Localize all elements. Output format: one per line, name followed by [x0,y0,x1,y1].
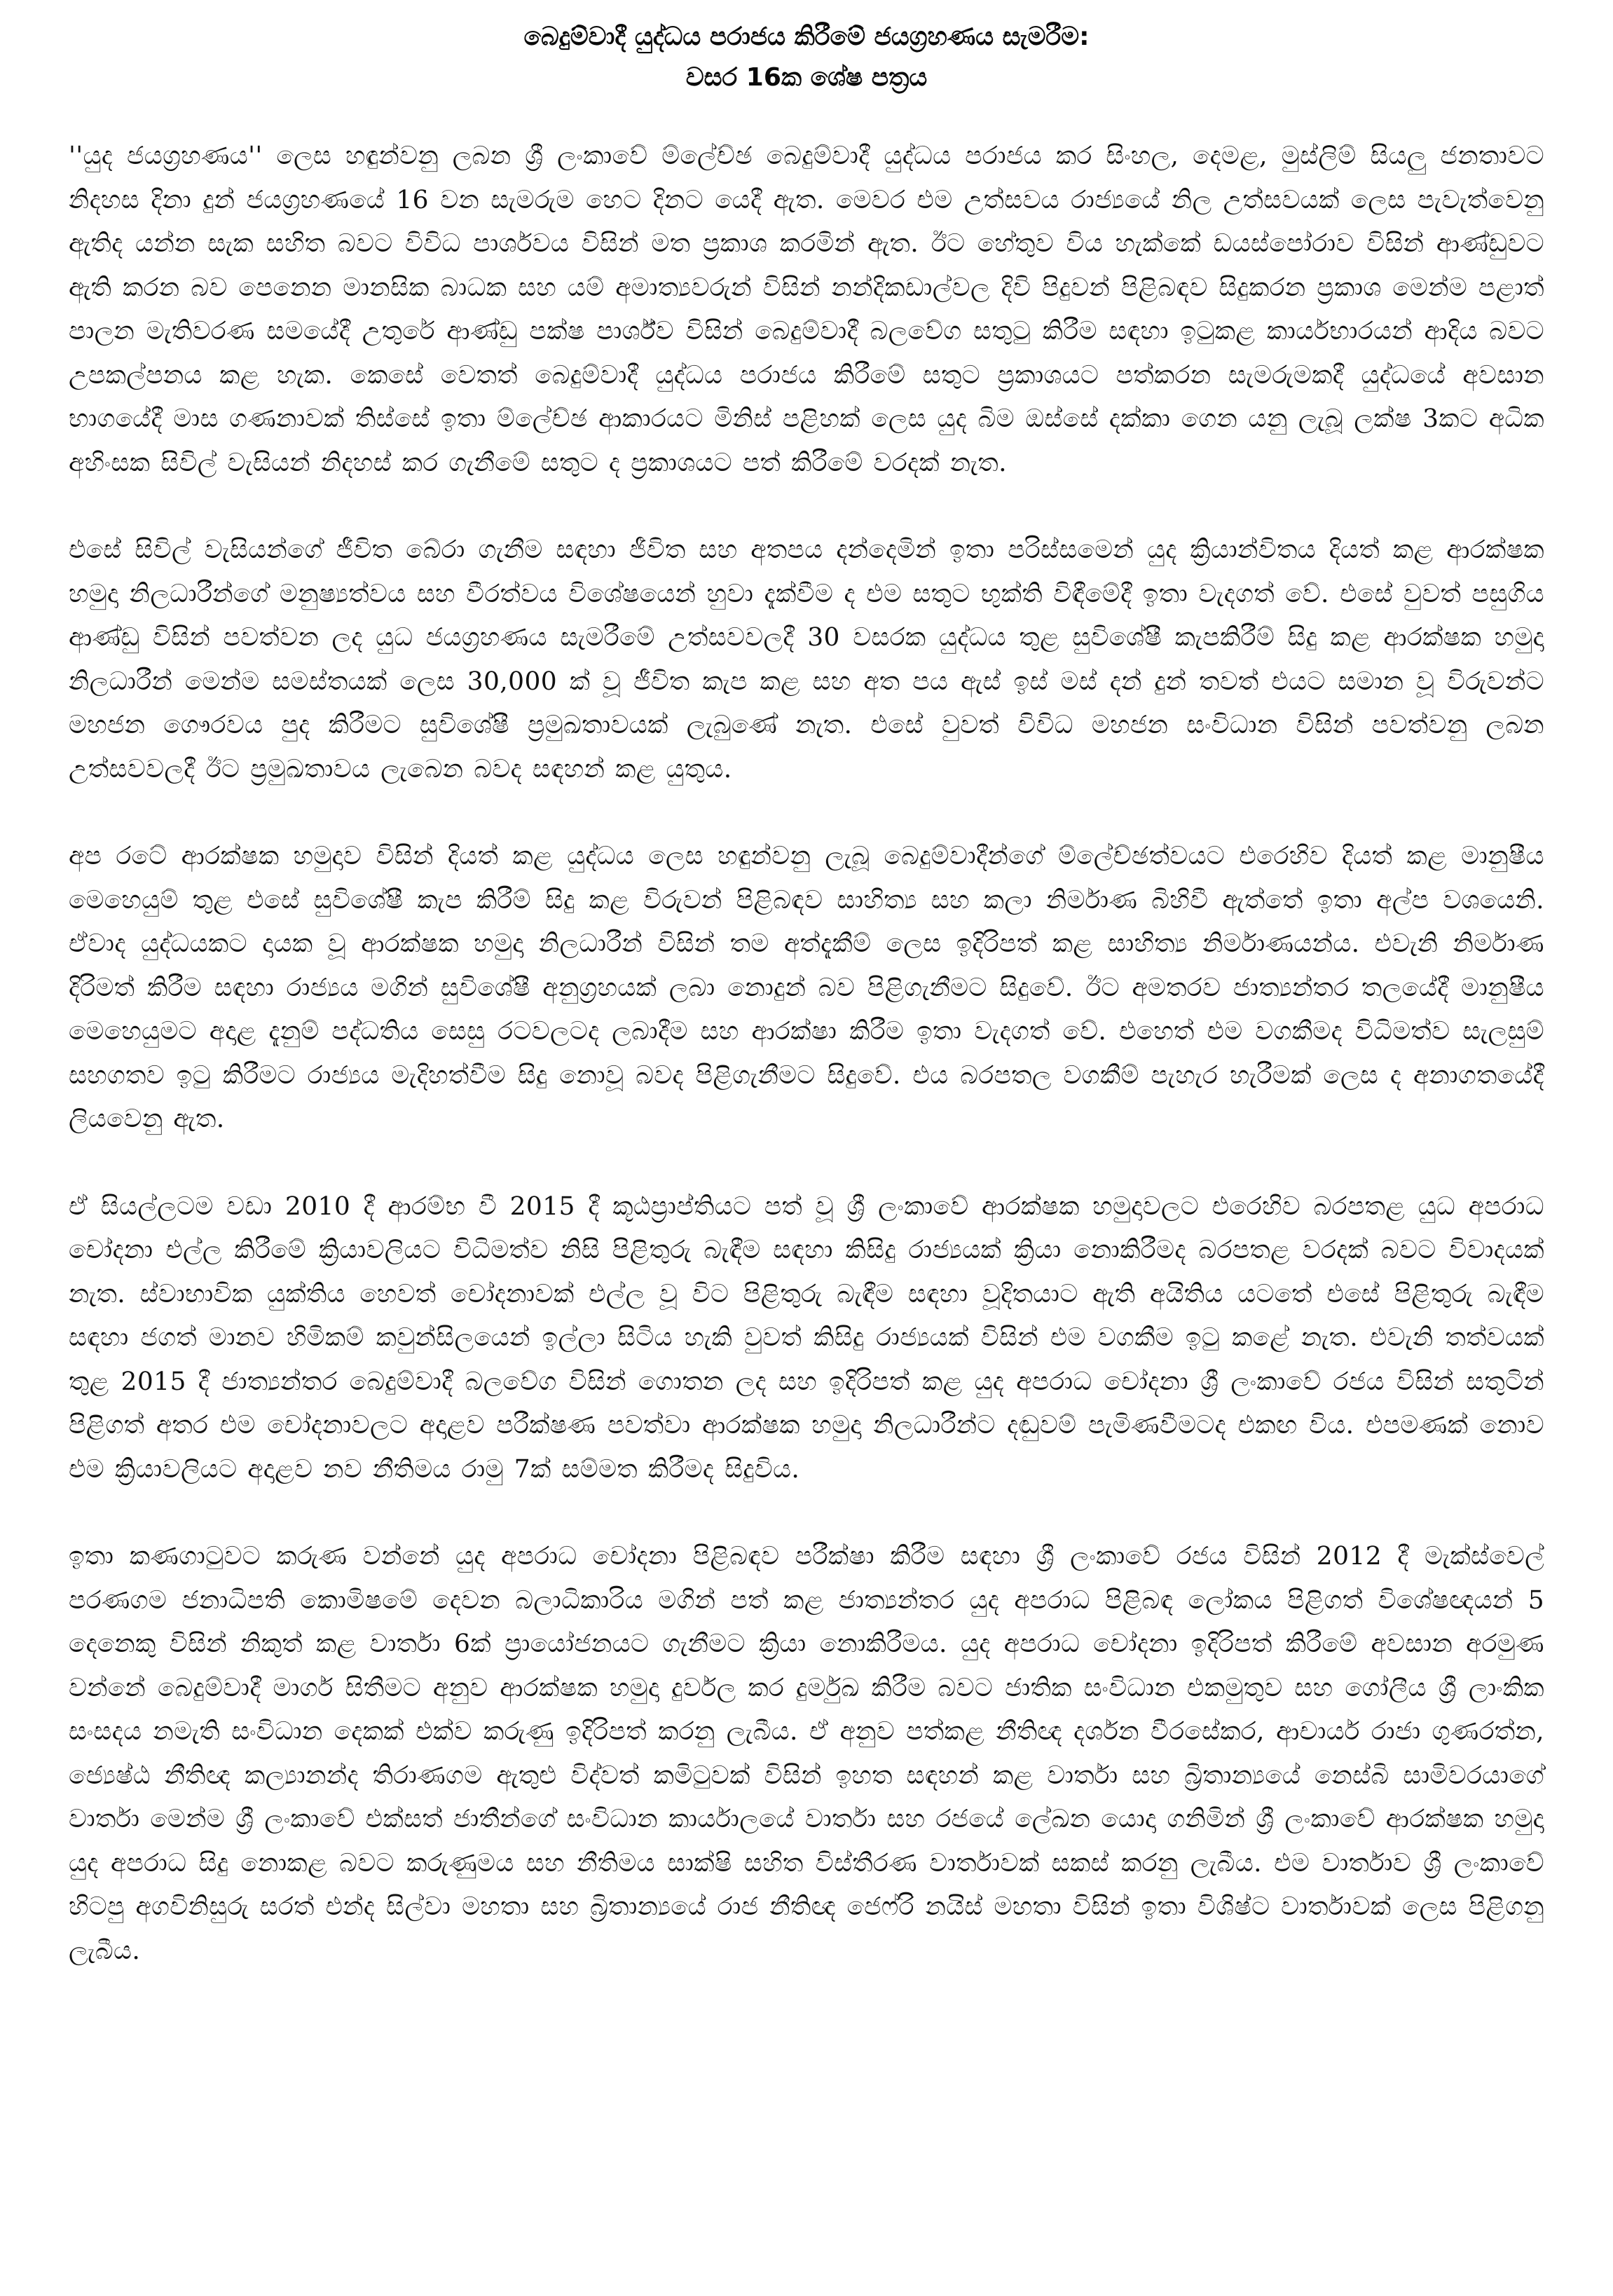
document-title [69,17,1544,98]
paragraph-4: ඒ සියල්ලටම වඩා 2010 දී ආරම්භ වී 2015 දී කූඨප්‍රාප්තියට පත් වූ ශ්‍රී ලංකාවේ ආරක්ෂක හමුදාවලට එරෙහිව බරපතළ යුධ අපරාධ චෝදනා එල්ල කිරීමේ ක්‍රියාවලියට විධිමත්ව නිසි පිළිතුරු බැඳීම සඳහා කිසිදු රාජ්‍යයක් ක්‍රියා නොකිරීමද බරපතළ වරදක් බවට විවාදයක් නැත. ස්වාභාවික යුක්තිය හෙවත් චෝදනාවක් එල්ල වූ විට පිළිතුරු බැඳීම සඳහා වූදිතයාට ඇති අයිතිය යටතේ එසේ පිළිතුරු බැඳීම සඳහා ජගත් මානව හිමිකම් කවුන්සිලයෙන් ඉල්ලා සිටිය හැකි වුවත් කිසිදු රාජ්‍යයක් විසින් එම වගකීම ඉටු කළේ නැත. එවැනි තත්වයක් තුළ 2015 දී ජාත්‍යන්තර බෙදුම්වාදී බලවේග විසින් ගොතන ලද සහ ඉදිරිපත් කළ යුද අපරාධ චෝදනා ශ්‍රී ලංකාවේ රජය විසින් සතුටින් පිළිගත් අතර එම චෝදනාවලට අදාළව පරීක්ෂණ පවත්වා ආරක්ෂක හමුදා නිලධාරීන්ට දඬුවම් පැමිණවීමටද එකඟ විය. එපමණක් නොව එම ක්‍රියාවලියට අදාළව නව නීතිමය රාමු 7ක් සම්මත කිරීමද සිදුවිය. [69,1191,1544,1484]
paragraph-2: එසේ සිවිල් වැසියන්ගේ ජීවිත බේරා ගැනීම සඳහා ජීවිත සහ අතපය දන්දෙමින් ඉතා පරිස්සමෙන් යුද ක්‍රියාන්විතය දියත් කළ ආරක්ෂක හමුදා නිලධාරීන්ගේ මනුෂ්‍යත්වය සහ වීරත්වය විශේෂයෙන් හුවා දැක්වීම ද එම සතුට භුක්ති විඳීමේදී ඉතා වැදගත් වේ. එසේ වුවත් පසුගිය ආණ්ඩු විසින් පවත්වන ලද යුධ ජයග්‍රහණය සැමරීමේ උත්සවවලදී 30 වසරක යුද්ධය තුළ සුවිශේෂී කැපකිරීම් සිදු කළ ආරක්ෂක හමුදා නිලධාරීන් මෙන්ම සමස්තයක් ලෙස 30,000 ක් වූ ජීවිත කැප කළ සහ අත පය ඇස් ඉස් මස් දන් දුන් තවත් එයට සමාන වූ විරුවන්ට මහජන ගෞරවය පුද කිරීමට සුවිශේෂී ප්‍රමුඛතාවයක් ලැබුණේ නැත. එසේ වුවත් විවිධ මහජන සංවිධාන විසින් පවත්වනු ලබන උත්සවවලදී ඊට ප්‍රමුඛතාවය ලැබෙන බවද සඳහන් කළ යුතුය. [69,535,1544,784]
paragraph-3: අප රටේ ආරක්ෂක හමුදාව විසින් දියත් කළ යුද්ධය ලෙස හඳුන්වනු ලැබූ බෙදුම්වාදීන්ගේ ම්ලේච්ඡත්වයට එරෙහිව දියත් කළ මානුෂීය මෙහෙයුම් තුළ එසේ සුවිශේෂී කැප කිරීම් සිදු කළ විරුවන් පිළිබඳව සාහිත්‍ය සහ කලා නිර්මාණ බිහිවී ඇත්තේ ඉතා අල්ප වශයෙනි. ඒවාද යුද්ධයකට දායක වූ ආරක්ෂක හමුදා නිලධාරීන් විසින් තම අත්දැකීම් ලෙස ඉදිරිපත් කළ සාහිත්‍ය නිර්මාණයන්ය. එවැනි නිර්මාණ දිරිමත් කිරීම සඳහා රාජ්‍යය මගින් සුවිශේෂී අනුග්‍රහයක් ලබා නොදුන් බව පිළිගැනීමට සිදුවේ. ඊට අමතරව ජාත්‍යන්තර තලයේදී මානුෂීය මෙහෙයුමට අදාළ දැනුම් පද්ධතිය සෙසු රටවලටද ලබාදීම සහ ආරක්ෂා කිරීම ඉතා වැදගත් වේ. එහෙත් එම වගකීමද විධිමත්ව සැලසුම් සහගතව ඉටු කිරීමට රාජ්‍යය මැදිහත්වීම සිදු නොවූ බවද පිළිගැනීමට සිදුවේ. එය බරපතල වගකීම් පැහැර හැරීමක් ලෙස ද අනාගතයේදී ලියවෙනු ඇත. [69,842,1544,1133]
title-line-1: බෙදුම්වාදී යුද්ධය පරාජය කිරීමේ ජයග්‍රහණය සැමරීම: [523,22,1090,51]
paragraph-5: ඉතා කණගාටුවට කරුණ වන්නේ යුද අපරාධ චෝදනා පිළිබඳව පරීක්ෂා කිරීම සඳහා ශ්‍රී ලංකාවේ රජය විසින් 2012 දී මැක්ස්වෙල් පරණගම ජනාධිපති කොමිෂමේ දෙවන බලාධිකාරිය මගින් පත් කළ ජාත්‍යන්තර යුද අපරාධ පිළිබඳ ලෝකය පිළිගත් විශේෂඥයන් 5 දෙනෙකු විසින් නිකුත් කළ වාර්තා 6ක් ප්‍රායෝජනයට ගැනීමට ක්‍රියා නොකිරීමය. යුද අපරාධ චෝදනා ඉදිරිපත් කිරීමේ අවසාන අරමුණ වන්නේ බෙදුම්වාදී මාර්ග සිතීමට අනුව ආරක්ෂක හමුදා දුර්වල කර දුර්මුඛ කිරීම බවට ජාතික සංවිධාන එකමුතුව සහ ගෝලීය ශ්‍රී ලාංකික සංසදය නමැති සංවිධාන දෙකක් එක්ව කරුණු ඉදිරිපත් කරනු ලැබීය. ඒ අනුව පත්කළ නීතිඥ දර්ශන වීරසේකර, ආචාර්ය රාජා ගුණරත්න, ජ්‍යෙෂ්ඨ නීතිඥ කල්‍යානන්ද තිරාණගම ඇතුළු විද්වත් කමිටුවක් විසින් ඉහත සඳහන් කළ වාර්තා සහ බ්‍රිතාන්‍යයේ නෙස්බි සාමිවරයාගේ වාර්තා මෙන්ම ශ්‍රී ලංකාවේ එක්සත් ජාතීන්ගේ සංවිධාන කාර්යාලයේ වාර්තා සහ රජයේ ලේඛන යොදා ගනිමින් ශ්‍රී ලංකාවේ ආරක්ෂක හමුදා යුද අපරාධ සිදු නොකළ බවට කරුණුමය සහ නීතිමය සාක්ෂි සහිත විස්තීරණ වාර්තාවක් සකස් කරනු ලැබීය. එම වාර්තාව ශ්‍රී ලංකාවේ හිටපු අගවිනිසුරු සරත් එන්ද සිල්වා මහතා සහ බ්‍රිතාන්‍යයේ රාජ නීතිඥ ජෙෆ්රි නයිස් මහතා විසින් ඉතා විශිෂ්ට වාර්තාවක් ලෙස පිළිගනු ලැබීය. [69,1542,1544,1965]
title-line-2: වසර 16ක ශේෂ පත්‍රය [685,63,928,92]
paragraph-1: ''යුද ජයග්‍රහණය'' ලෙස හඳුන්වනු ලබන ශ්‍රී ලංකාවේ ම්ලේච්ඡ බෙදුම්වාදී යුද්ධය පරාජය කර සිංහල, දෙමළ, මුස්ලිම් සියලු ජනතාවට නිදහස දිනා දුන් ජයග්‍රහණයේ 16 වන සැමරුම හෙට දිනට යෙදී ඇත. මෙවර එම උත්සවය රාජ්‍යයේ නිල උත්සවයක් ලෙස පැවැත්වෙනු ඇතිද යන්න සැක සහිත බවට විවිධ පාර්ශවය විසින් මත ප්‍රකාශ කරමින් ඇත. ඊට හේතුව විය හැක්කේ ඩයස්පෝරාව විසින් ආණ්ඩුවට ඇති කරන බව පෙනෙන මානසික බාධක සහ යම් අමාත්‍යවරුන් විසින් නන්දිකඩාල්වල දිවි පිදුවන් පිළිබඳව සිදුකරන ප්‍රකාශ මෙන්ම පළාත් පාලන මැතිවරණ සමයේදී උතුරේ ආණ්ඩු පක්ෂ පාර්ශ්ව විසින් බෙදුම්වාදී බලවේග සතුටු කිරීම සඳහා ඉටුකළ කාර්යභාරයන් ආදිය බවට උපකල්පනය කළ හැක. කෙසේ වෙතත් බෙදුම්වාදී යුද්ධය පරාජය කිරීමේ සතුට ප්‍රකාශයට පත්කරන සැමරුමකදී යුද්ධයේ අවසාන භාගයේදී මාස ගණනාවක් තිස්සේ ඉතා ම්ලේච්ඡ ආකාරයට මිනිස් පළිහක් ලෙස යුද බිම ඔස්සේ දක්කා ගෙන යනු ලැබූ ලක්ෂ 3කට අධික අහිංසක සිවිල් වැසියන් නිදහස් කර ගැනීමේ සතුට ද ප්‍රකාශයට පත් කිරීමේ වරදක් නැත. [69,142,1544,477]
